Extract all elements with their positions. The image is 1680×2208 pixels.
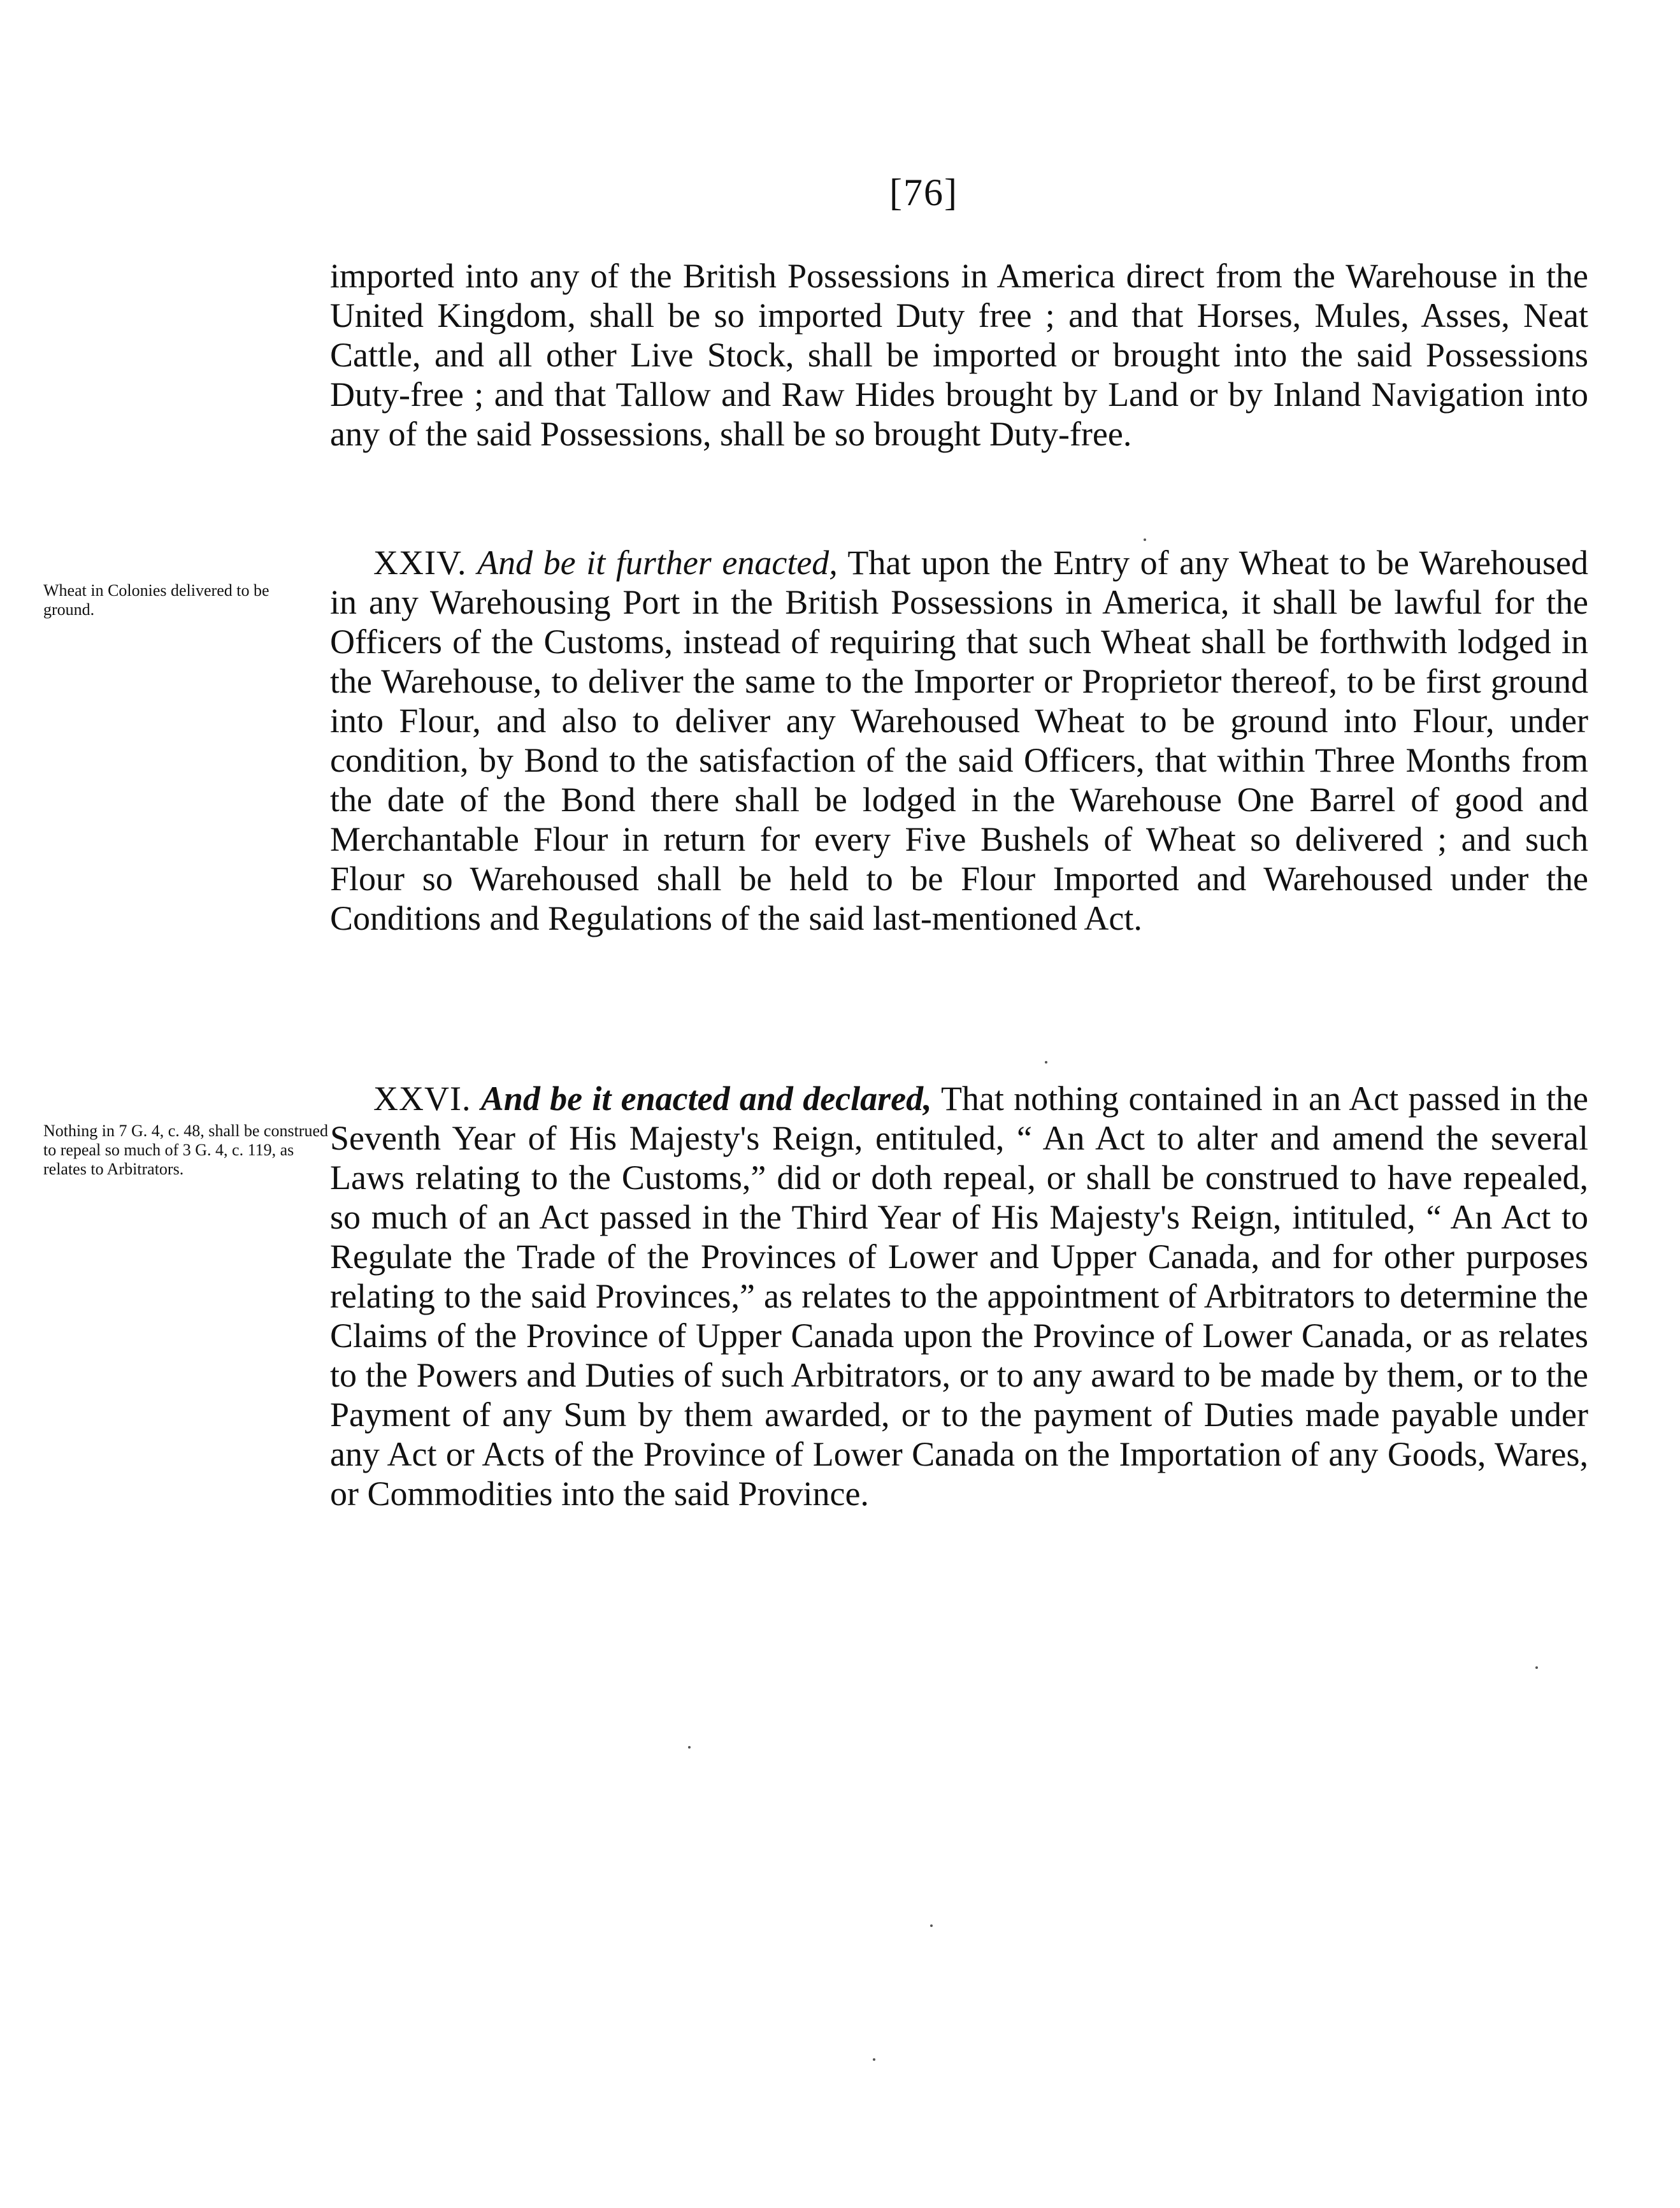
paragraph-continuation — [330, 256, 1588, 454]
scan-speck — [1144, 538, 1146, 541]
enacting-clause: And be it enacted and declared, — [480, 1079, 932, 1118]
margin-note-wheat: Wheat in Colonies delivered to be ground. — [43, 581, 269, 619]
page-number: [76] — [889, 171, 958, 213]
section-xxvi-paragraph — [330, 1079, 1588, 1513]
section-number: XXVI. — [373, 1079, 471, 1118]
section-xxiv-paragraph — [330, 543, 1588, 938]
section-text: That nothing contained in an Act passed in the Seventh Year of His Majesty's Reign, entituled, “ An Act to alter and amend the several Laws relating to the Customs,” did or doth repeal, or shall be construed to have repealed, so much of an Act passed in the Third Year of His Majesty's Reign, intituled, “ An Act to Regulate the Trade of the Provinces of Lower and Upper Canada, and for other purposes relating to the said Provinces,” as relates to the appointment of Arbitrators to determine the Claims of the Province of Upper Canada upon the Province of Lower Canada, or as relates to the Powers and Duties of such Arbitrators, or to any award to be made by them, or to the Payment of any Sum by them awarded, or to the payment of Duties made payable under any Act or Acts of the Province of Lower Canada on the Importation of any Goods, Wares, or Commodities into the said Province. — [330, 1079, 1588, 1513]
section-xxiv — [330, 543, 1588, 938]
scan-speck — [688, 1746, 691, 1749]
scan-speck — [1535, 1666, 1538, 1669]
section-xxvi — [330, 1079, 1588, 1513]
scan-speck — [1045, 1061, 1047, 1064]
margin-note-arbitrators: Nothing in 7 G. 4, c. 48, shall be construed to repeal so much of 3 G. 4, c. 119, as relates to Arbitrators. — [43, 1122, 328, 1178]
paragraph-text: imported into any of the British Possessions in America direct from the Warehouse in the United Kingdom, shall be so imported Duty free ; and that Horses, Mules, Asses, Neat Cattle, and all other Live Stock, shall be imported or brought into the said Possessions Duty-free ; and that Tallow and Raw Hides brought by Land or by Inland Navigation into any of the said Possessions, shall be so brought Duty-free. — [330, 257, 1588, 453]
section-text: That upon the Entry of any Wheat to be Warehoused in any Warehousing Port in the British Possessions in America, it shall be lawful for the Officers of the Customs, instead of requiring that such Wheat shall be forthwith lodged in the Warehouse, to deliver the same to the Importer or Proprietor thereof, to be first ground into Flour, and also to deliver any Warehoused Wheat to be ground into Flour, under condition, by Bond to the satisfaction of the said Officers, that within Three Months from the date of the Bond there shall be lodged in the Warehouse One Barrel of good and Merchantable Flour in return for every Five Bushels of Wheat so delivered ; and such Flour so Warehoused shall be held to be Flour Imported and Warehoused under the Conditions and Regulations of the said last-mentioned Act. — [330, 544, 1588, 937]
scan-speck — [930, 1924, 933, 1927]
section-number: XXIV. — [373, 544, 467, 582]
scan-speck — [873, 2058, 875, 2061]
enacting-clause: And be it further enacted, — [477, 544, 838, 582]
